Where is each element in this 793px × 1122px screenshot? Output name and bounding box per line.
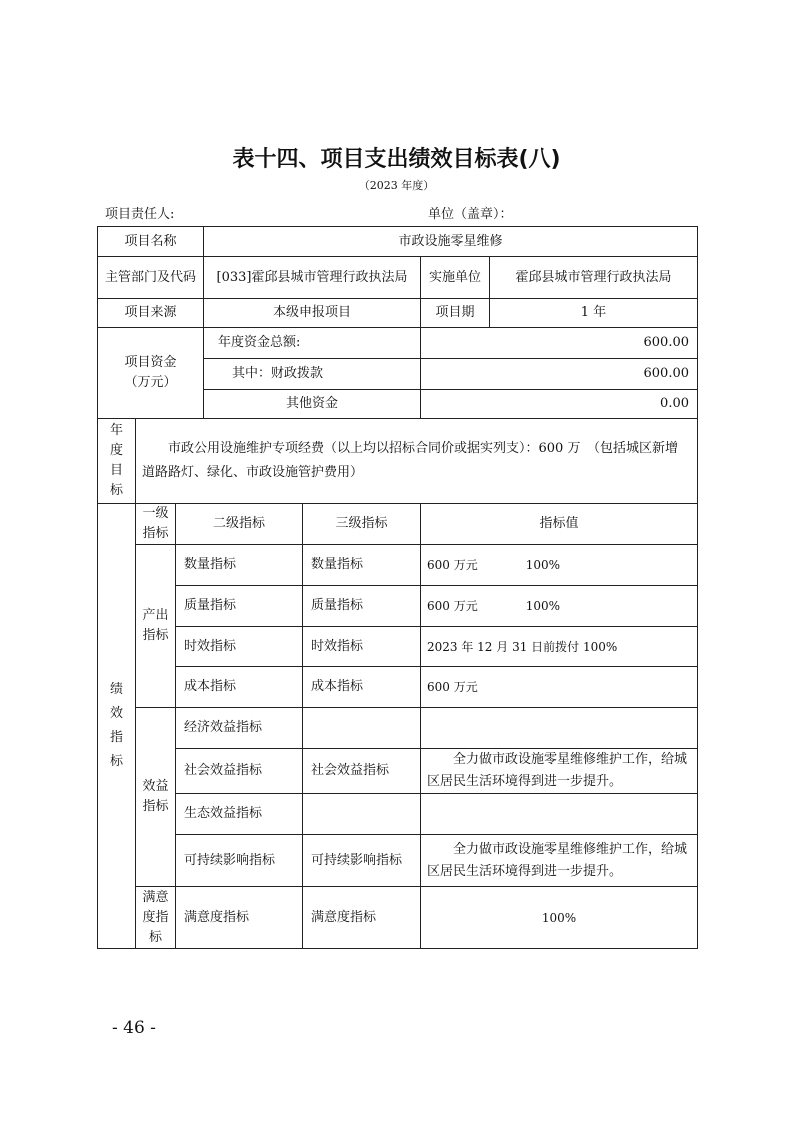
unit-seal-label: 单位（盖章）： xyxy=(428,207,513,222)
value-pct: 100% xyxy=(525,599,561,613)
benefit-l3 xyxy=(303,708,421,749)
fund-other-value: 0.00 xyxy=(421,390,698,419)
benefit-value: 全力做市政设施零星维修维护工作，给城区居民生活环境得到进一步提升。 xyxy=(421,835,698,887)
benefit-label: 效益指标 xyxy=(136,708,176,887)
output-value: 2023 年 12 月 31 日前拨付 100% xyxy=(421,627,698,667)
output-l2: 质量指标 xyxy=(176,586,303,627)
benefit-l3: 社会效益指标 xyxy=(303,749,421,794)
responsible-person-label: 项目责任人: xyxy=(105,207,175,222)
output-l2: 成本指标 xyxy=(176,667,303,708)
period-label: 项目期 xyxy=(421,299,490,328)
benefit-l2: 可持续影响指标 xyxy=(176,835,303,887)
source-label: 项目来源 xyxy=(98,299,204,328)
fund-fiscal-value: 600.00 xyxy=(421,359,698,390)
benefit-l2: 社会效益指标 xyxy=(176,749,303,794)
satisfaction-value: 100% xyxy=(421,887,698,949)
output-l3: 成本指标 xyxy=(303,667,421,708)
page-number: - 46 - xyxy=(112,1018,156,1038)
benefit-value: 全力做市政设施零星维修维护工作，给城区居民生活环境得到进一步提升。 xyxy=(421,749,698,794)
header-level1: 一级指标 xyxy=(136,504,176,545)
name-label: 项目名称 xyxy=(98,227,204,257)
goal-text: 市政公用设施维护专项经费（以上均以招标合同价或据实列支）：600 万 （包括城区新增道路路灯、绿化、市政设施管护费用） xyxy=(136,419,698,504)
dept-value: [033]霍邱县城市管理行政执法局 xyxy=(204,257,421,299)
output-value: 600 万元 xyxy=(421,667,698,708)
dept-label: 主管部门及代码 xyxy=(98,257,204,299)
benefit-value xyxy=(421,794,698,835)
fund-label-line1: 项目资金 xyxy=(124,355,177,370)
perf-label: 绩效指标 xyxy=(98,504,136,949)
output-l2: 时效指标 xyxy=(176,627,303,667)
output-l3: 时效指标 xyxy=(303,627,421,667)
source-value: 本级申报项目 xyxy=(204,299,421,328)
fund-other-label: 其他资金 xyxy=(204,390,421,419)
benefit-l3: 可持续影响指标 xyxy=(303,835,421,887)
goal-label: 年度目标 xyxy=(98,419,136,504)
impl-value: 霍邱县城市管理行政执法局 xyxy=(490,257,698,299)
page-subtitle: （2023 年度） xyxy=(358,179,435,192)
output-value xyxy=(421,586,698,627)
output-l3: 质量指标 xyxy=(303,586,421,627)
benefit-value xyxy=(421,708,698,749)
fund-fiscal-label: 其中：财政拨款 xyxy=(204,359,421,390)
period-value: 1 年 xyxy=(490,299,698,328)
fund-total-label: 年度资金总额: xyxy=(204,328,421,359)
benefit-l2: 生态效益指标 xyxy=(176,794,303,835)
header-value: 指标值 xyxy=(421,504,698,545)
fund-label-line2: （万元） xyxy=(124,375,177,390)
satisfaction-l2: 满意度指标 xyxy=(176,887,303,949)
output-l2: 数量指标 xyxy=(176,545,303,586)
satisfaction-l3: 满意度指标 xyxy=(303,887,421,949)
name-value: 市政设施零星维修 xyxy=(204,227,698,257)
value-text: 600 万元 xyxy=(427,558,478,572)
performance-target-table xyxy=(97,226,698,949)
header-level2: 二级指标 xyxy=(176,504,303,545)
page-title: 表十四、项目支出绩效目标表(八) xyxy=(232,147,561,172)
output-l3: 数量指标 xyxy=(303,545,421,586)
fund-label xyxy=(98,328,204,419)
value-pct: 100% xyxy=(525,558,561,572)
value-text: 600 万元 xyxy=(427,599,478,613)
fund-total-value: 600.00 xyxy=(421,328,698,359)
output-value xyxy=(421,545,698,586)
benefit-l2: 经济效益指标 xyxy=(176,708,303,749)
impl-label: 实施单位 xyxy=(421,257,490,299)
benefit-l3 xyxy=(303,794,421,835)
header-level3: 三级指标 xyxy=(303,504,421,545)
output-label: 产出指标 xyxy=(136,545,176,708)
satisfaction-label: 满意度指标 xyxy=(136,887,176,949)
